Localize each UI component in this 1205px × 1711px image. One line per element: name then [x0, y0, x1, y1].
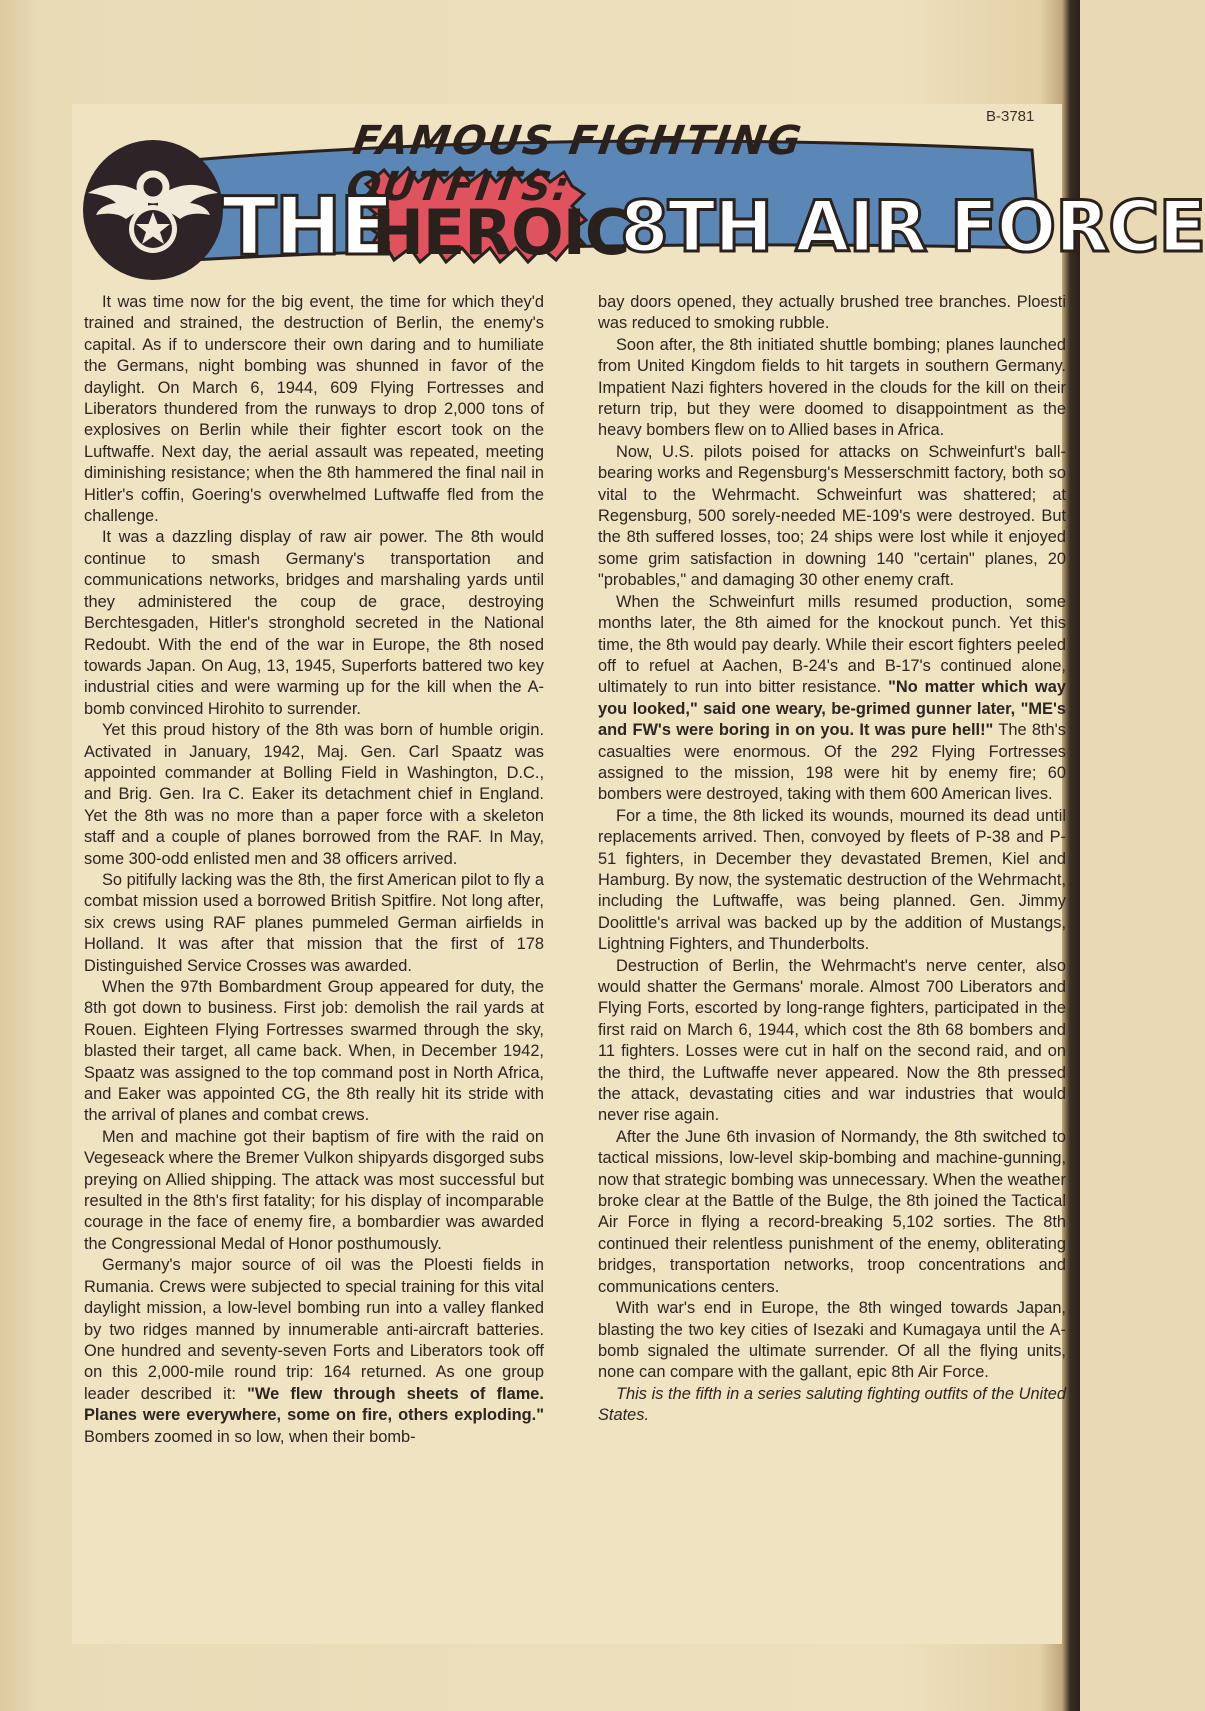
paragraph: Yet this proud history of the 8th was born of humble origin. Activated in January, 1942, Maj. Gen. Carl Spaatz was appointed commander at Bolling Field in Washington, D.C., and Brig. Gen. Ira C. Eaker its detachment chief in England. Yet the 8th was no more than a paper force with a skeleton staff and a couple of planes borrowed from the RAF. In May, some 300-odd enlisted men and 38 officers arrived. — [84, 721, 544, 868]
paragraph: It was time now for the big event, the time for which they'd trained and strained, the destruction of Berlin, the enemy's capital. As if to underscore their own daring and to humiliate the Germans, night bombing was shunned in favor of the daylight. On March 6, 1944, 609 Flying Fortresses and Liberators thundered from the runways to drop 2,000 tons of explosives on Berlin while their fighter escort took on the Luftwaffe. Next day, the aerial assault was repeated, meeting diminishing resistance; when the 8th hammered the final nail in Hitler's coffin, Goering's overwhelmed Luftwaffe fled from the challenge. — [84, 293, 544, 526]
paragraph: bay doors opened, they actually brushed tree branches. Ploesti was reduced to smoking rubble. — [598, 293, 1066, 333]
paragraph: With war's end in Europe, the 8th winged towards Japan, blasting the two key cities of Isezaki and Kumagaya until the A-bomb signaled the ultimate surrender. Of all the flying units, none can compare with the gallant, epic 8th Air Force. — [598, 1299, 1066, 1382]
article-column-right — [598, 292, 1066, 1427]
paragraph: Men and machine got their baptism of fire with the raid on Vegeseack where the Bremer Vulkon shipyards disgorged subs preying on Allied shipping. The attack was most successful but resulted in the 8th's first fatality; for his display of incomparable courage in the face of enemy fire, a bombardier was awarded the Congressional Medal of Honor posthumously. — [84, 1127, 544, 1253]
title-heroic: HEROIC — [372, 196, 630, 269]
quote: "We flew through sheets of flame. Planes were everywhere, some on fire, others exploding." — [84, 1384, 544, 1425]
paragraph-text: Bombers zoomed in so low, when their bomb- — [84, 1427, 416, 1446]
paragraph: So pitifully lacking was the 8th, the first American pilot to fly a combat mission used a borrowed British Spitfire. Not long after, six crews using RAF planes pummeled German airfields in Holland. It was after that mission that the first of 178 Distinguished Service Crosses was awarded. — [84, 870, 544, 975]
series-title: FAMOUS FIGHTING OUTFITS: — [343, 118, 806, 210]
paragraph — [598, 592, 1066, 806]
paragraph: Destruction of Berlin, the Wehrmacht's nerve center, also would shatter the Germans' morale. Almost 700 Liberators and Flying Forts, escorted by long-range fighters, participated in the first raid on March 6, 1944, which cost the 8th 68 bombers and 11 fighters. Losses were cut in half on the second raid, and on the third, the Luftwaffe never appeared. Now the 8th pressed the attack, devastating cities and war industries that would never rise again. — [598, 956, 1066, 1125]
paragraph: After the June 6th invasion of Normandy, the 8th switched to tactical missions, low-level skip-bombing and machine-gunning, now that strategic bombing was unnecessary. When the weather broke clear at the Battle of the Bulge, the 8th joined the Tactical Air Force in flying a record-breaking 5,102 sorties. The 8th continued their relentless punishment of the enemy, obliterating bridges, transportation networks, troop concentrations and communications centers. — [598, 1127, 1066, 1296]
paragraph: For a time, the 8th licked its wounds, mourned its dead until replacements arrived. Then, convoyed by fleets of P-38 and P-51 fighters, in December they devastated Bremen, Kiel and Hamburg. By now, the systematic destruction of the Wehrmacht, including the Luftwaffe, was being planned. Gen. Jimmy Doolittle's arrival was backed up by the addition of Mustangs, Lightning Fighters, and Thunderbolts. — [598, 806, 1066, 954]
paragraph: It was a dazzling display of raw air power. The 8th would continue to smash Germany's transportation and communications networks, bridges and marshaling yards until they administered the coup de grace, destroying Berchtesgaden, Hitler's stronghold secreted in the National Redoubt. With the end of the war in Europe, the 8th nosed towards Japan. On Aug, 13, 1945, Superforts battered two key industrial cities and were warming up for the kill when the A-bomb convinced Hirohito to surrender. — [84, 528, 544, 718]
series-note: This is the fifth in a series saluting fighting outfits of the United States. — [598, 1384, 1066, 1425]
quote: "No matter which way you looked," said one weary, be-grimed gunner later, "ME's and FW's were boring in on you. It was pure hell!" — [598, 678, 1066, 740]
air-force-emblem — [78, 135, 228, 285]
article-column-left — [84, 292, 544, 1448]
paragraph-text: When the Schweinfurt mills resumed production, some months later, the 8th aimed for the knockout punch. Yet this time, the 8th would pay dearly. While their escort fighters peeled off to refuel at Aachen, B-24's and B-17's continued alone, ultimately to run into bitter resistance. — [598, 592, 1066, 697]
paragraph-text: The 8th's casualties were enormous. Of the 292 Flying Fortresses assigned to the mission, 198 were hit by enemy fire; 60 bombers were destroyed, taking with them 600 American lives. — [598, 721, 1066, 804]
paragraph-text: Germany's major source of oil was the Ploesti fields in Rumania. Crews were subjected to special training for this vital daylight mission, a low-level bombing run into a valley flanked by two ridges manned by innumerable anti-aircraft batteries. One hundred and seventy-seven Forts and Liberators took off on this 2,000-mile round trip: 164 returned. As one group leader described it: — [84, 1256, 544, 1403]
paragraph: When the 97th Bombardment Group appeared for duty, the 8th got down to business. First job: demolish the rail yards at Rouen. Eighteen Flying Fortresses swarmed through the sky, blasted their target, all came back. When, in December 1942, Spaatz was assigned to the top command post in North Africa, and Eaker was appointed CG, the 8th really hit its stride with the arrival of planes and combat crews. — [84, 978, 544, 1125]
paragraph: Now, U.S. pilots poised for attacks on Schweinfurt's ball-bearing works and Regensburg's Messerschmitt factory, both so vital to the Wehrmacht. Schweinfurt was shattered; at Regensburg, 500 sorely-needed ME-109's were destroyed. But the 8th suffered losses, too; 24 ships were lost while it enjoyed some grim satisfaction in downing 140 "certain" planes, 20 "probables," and damaging 30 other enemy craft. — [598, 442, 1066, 590]
paragraph — [84, 1255, 544, 1448]
page-code: B-3781 — [986, 108, 1035, 125]
paragraph: Soon after, the 8th initiated shuttle bombing; planes launched from United Kingdom fields to hit targets in southern Germany. Impatient Nazi fighters hovered in the clouds for the kill on their return trip, but they were doomed to disappointment as the heavy bombers flew on to Allied bases in Africa. — [598, 335, 1066, 440]
title-the: THE — [222, 180, 393, 273]
title-8th-air-force: 8TH AIR FORCE — [620, 186, 1205, 268]
